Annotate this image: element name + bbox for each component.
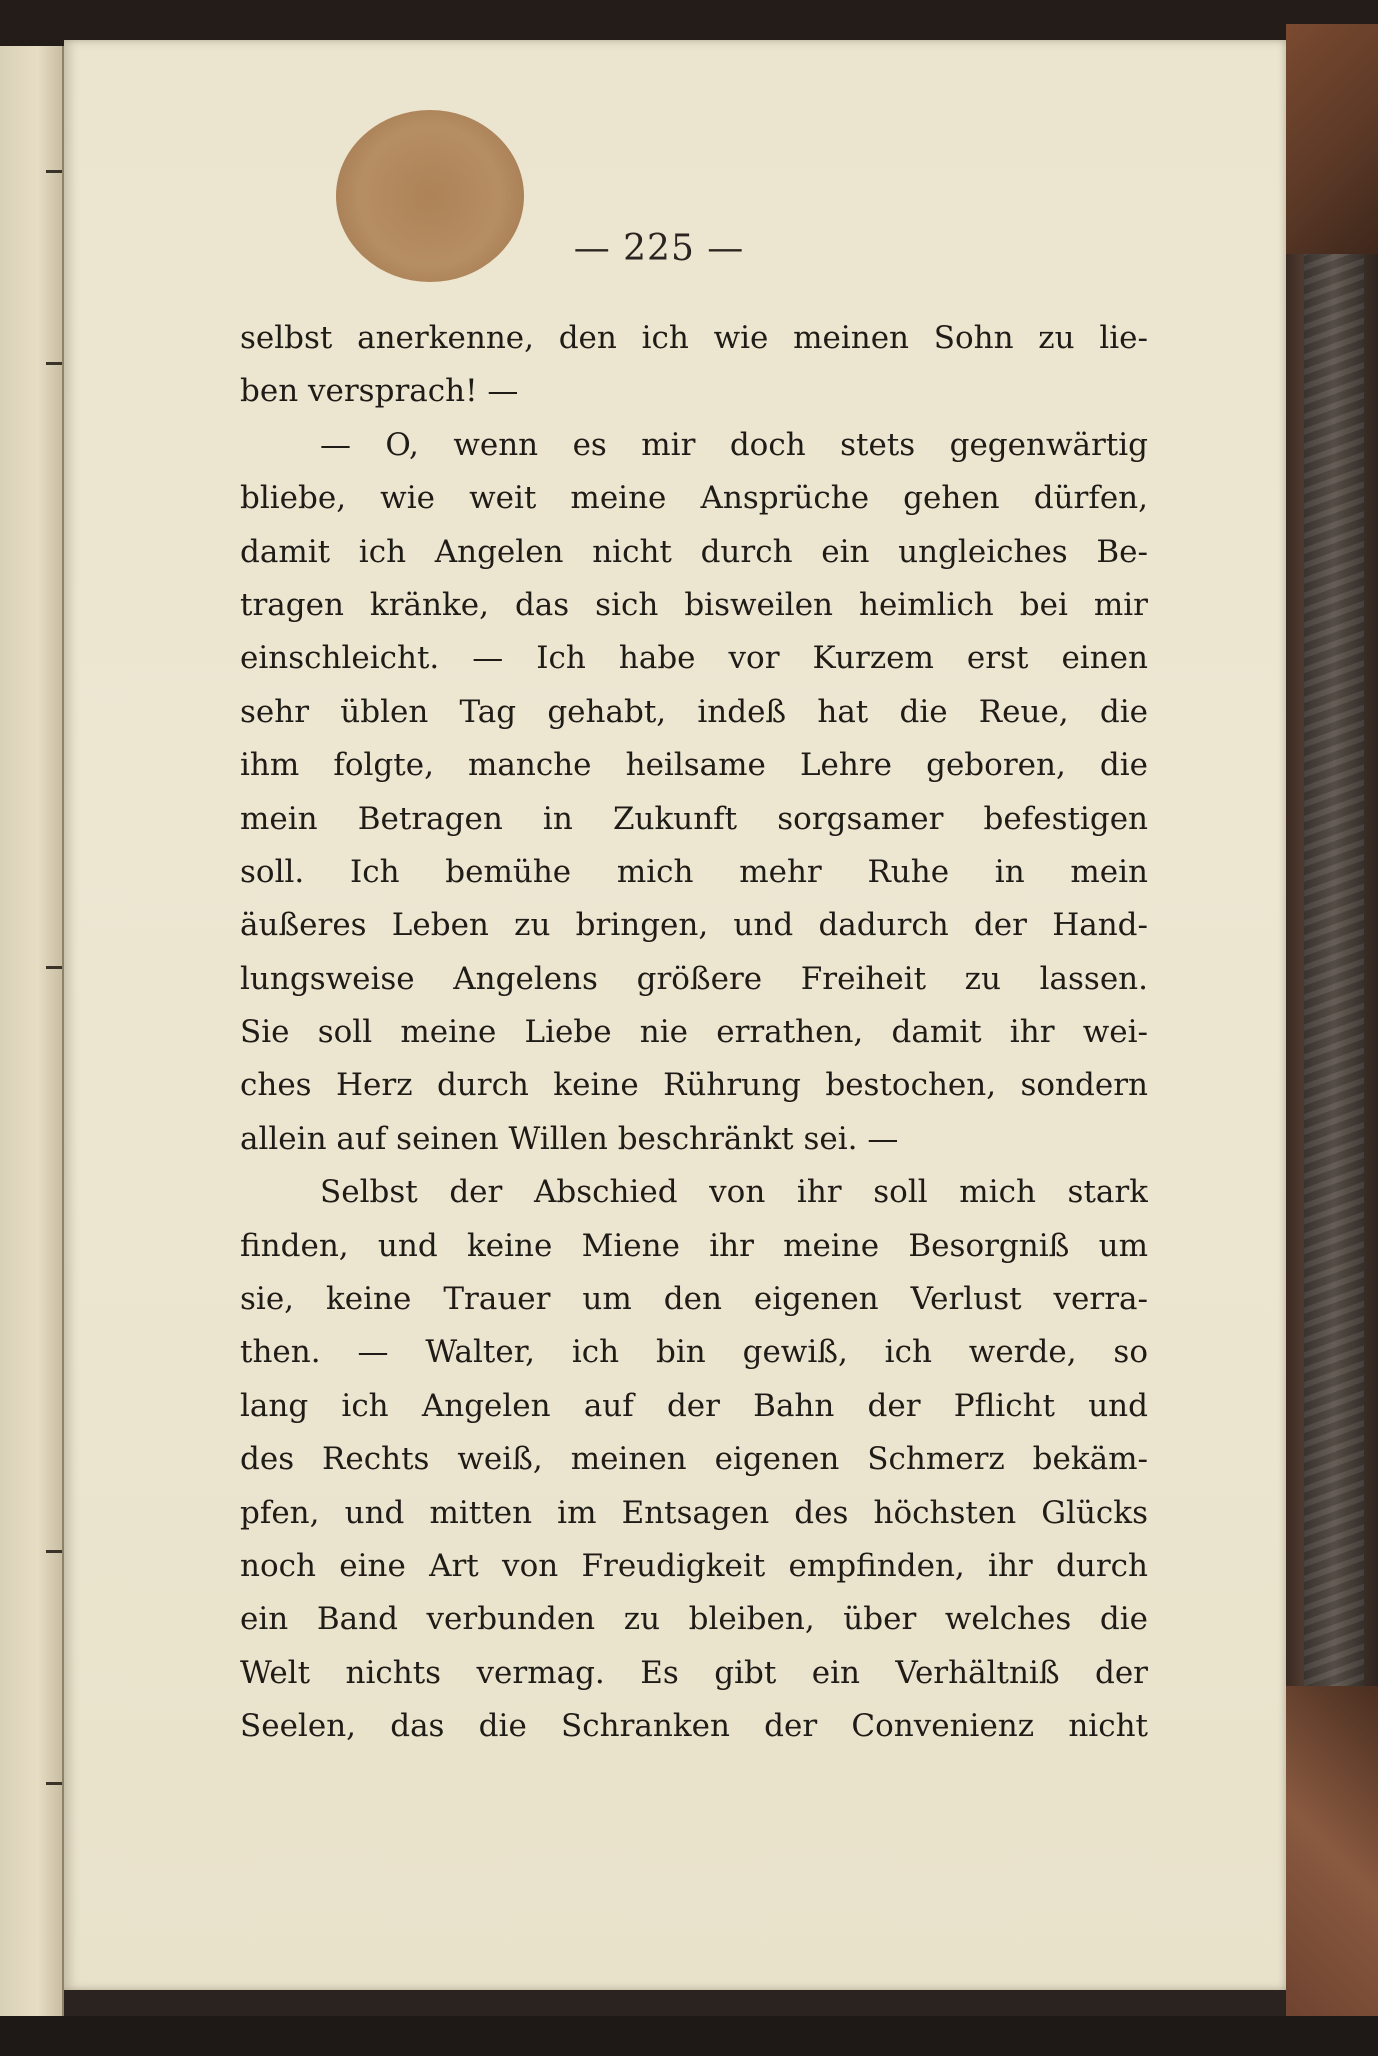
sewing-mark (46, 966, 62, 969)
leather-corner-top (1286, 24, 1378, 254)
page-number: — 225 — (573, 228, 745, 269)
sewing-mark (46, 1782, 62, 1785)
facing-page-edge (0, 46, 64, 2016)
text-line: allein auf seinen Willen beschränkt sei. — (240, 1120, 899, 1157)
text-line: sie, keine Trauer um den eigenen Verlust verra- (240, 1281, 1148, 1318)
text-line: lang ich Angelen auf der Bahn der Pflicht und (240, 1387, 1148, 1424)
text-line: noch eine Art von Freudigkeit empfinden, ihr durch (240, 1547, 1148, 1584)
sewing-mark (46, 170, 62, 173)
text-line: bliebe, wie weit meine Ansprüche gehen dürfen, (240, 480, 1148, 517)
text-line: einschleicht. — Ich habe vor Kurzem erst einen (240, 640, 1148, 677)
book-page (64, 40, 1286, 1990)
text-line: ein Band verbunden zu bleiben, über welches die (240, 1601, 1148, 1638)
marbled-cover (1304, 220, 1364, 1760)
text-line: ihm folgte, manche heilsame Lehre geboren, die (240, 747, 1148, 784)
leather-corner-bottom (1286, 1686, 1378, 2016)
text-line: ches Herz durch keine Rührung bestochen, sondern (240, 1067, 1148, 1104)
text-line: tragen kränke, das sich bisweilen heimlich bei mir (240, 586, 1148, 623)
text-line: pfen, und mitten im Entsagen des höchsten Glücks (240, 1494, 1148, 1531)
body-text (240, 312, 1148, 1754)
text-line: Seelen, das die Schranken der Convenienz nicht (240, 1708, 1148, 1745)
text-line: soll. Ich bemühe mich mehr Ruhe in mein (240, 853, 1148, 890)
text-line: — O, wenn es mir doch stets gegenwärtig (320, 426, 1148, 463)
sewing-mark (46, 1550, 62, 1553)
text-line: sehr üblen Tag gehabt, indeß hat die Reue, die (240, 693, 1148, 730)
text-line: äußeres Leben zu bringen, und dadurch der Hand- (240, 907, 1148, 944)
text-line: lungsweise Angelens größere Freiheit zu lassen. (240, 960, 1148, 997)
text-line: damit ich Angelen nicht durch ein ungleiches Be- (240, 533, 1148, 570)
text-line: Selbst der Abschied von ihr soll mich stark (320, 1174, 1148, 1211)
text-line: finden, und keine Miene ihr meine Besorgniß um (240, 1227, 1148, 1264)
text-line: des Rechts weiß, meinen eigenen Schmerz bekäm- (240, 1441, 1148, 1478)
scan-bottom-border (0, 2016, 1378, 2056)
sewing-mark (46, 362, 62, 365)
text-line: Sie soll meine Liebe nie errathen, damit ihr wei- (240, 1014, 1148, 1051)
text-line: mein Betragen in Zukunft sorgsamer befestigen (240, 800, 1148, 837)
text-line: selbst anerkenne, den ich wie meinen Sohn zu lie- (240, 320, 1148, 356)
text-line: then. — Walter, ich bin gewiß, ich werde, so (240, 1334, 1148, 1371)
text-line: Welt nichts vermag. Es gibt ein Verhältniß der (240, 1654, 1148, 1691)
text-line: ben versprach! — (240, 373, 519, 410)
